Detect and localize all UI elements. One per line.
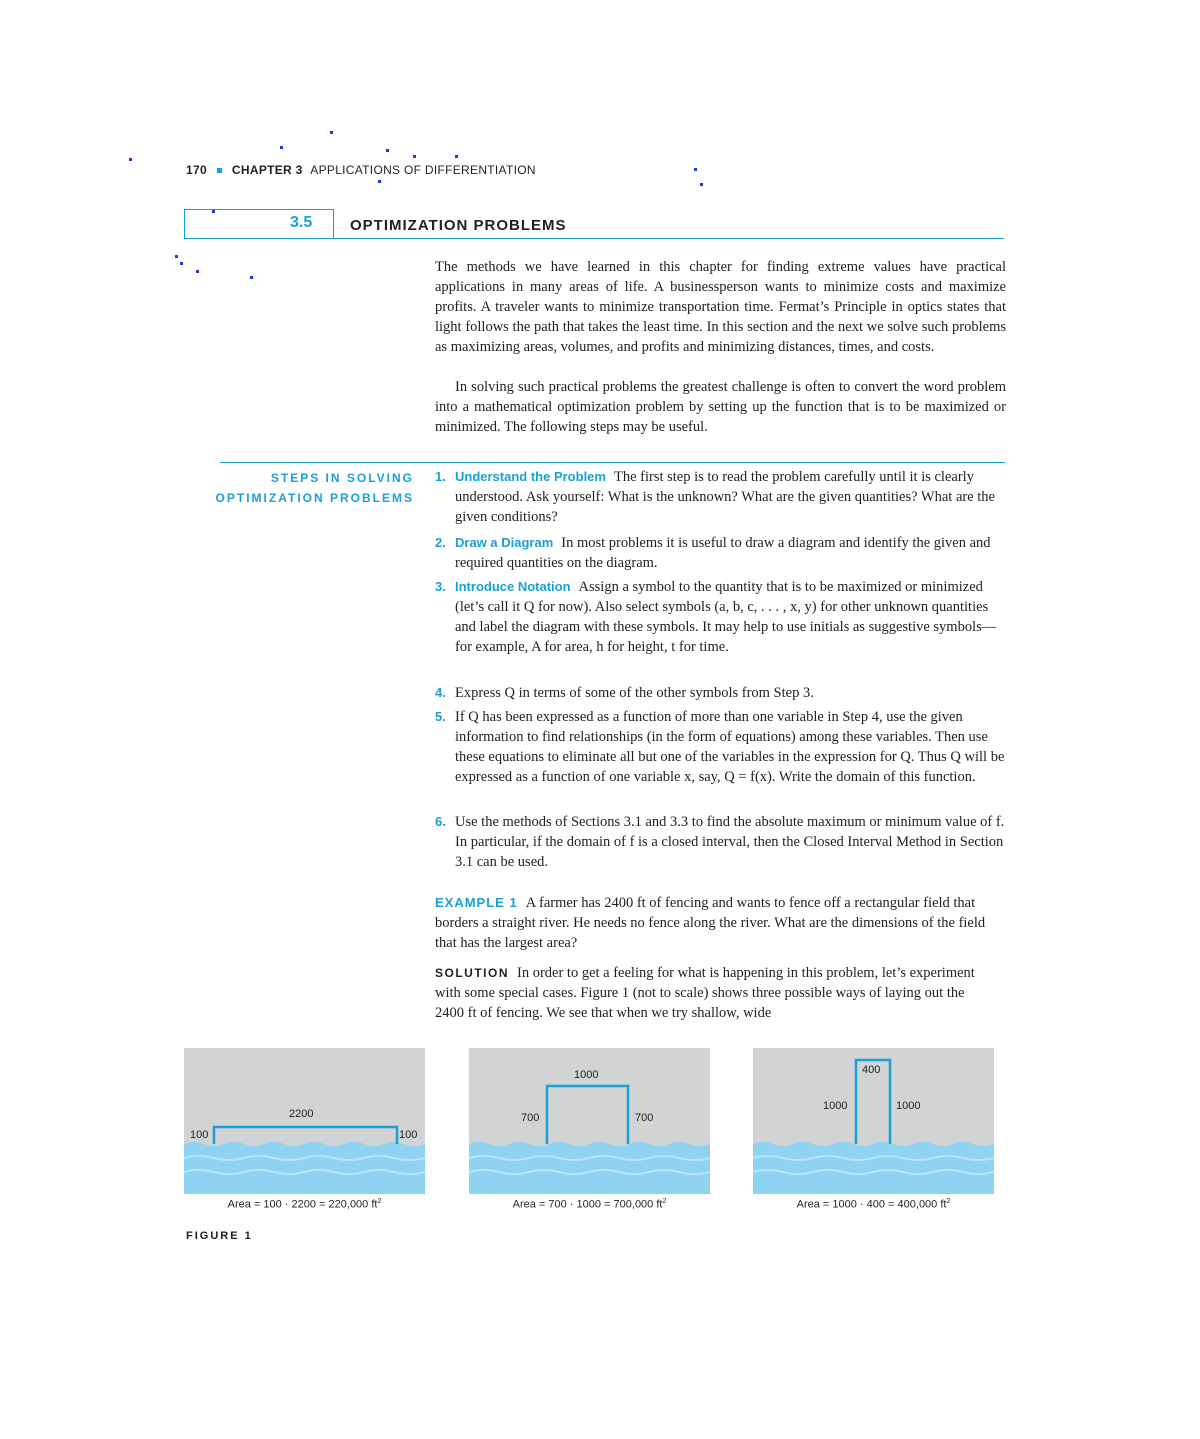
fence-label-right: 700 bbox=[635, 1112, 654, 1124]
fence-label-top: 2200 bbox=[289, 1108, 314, 1120]
header-separator bbox=[217, 168, 222, 173]
step-heading: Introduce Notation bbox=[455, 579, 571, 594]
step-number: 4. bbox=[435, 685, 446, 700]
section-rule bbox=[334, 238, 1004, 239]
steps-label-line2: OPTIMIZATION PROBLEMS bbox=[215, 491, 414, 505]
figure-panel-1 bbox=[184, 1048, 425, 1194]
river bbox=[753, 1142, 994, 1194]
river bbox=[469, 1142, 710, 1194]
example-1 bbox=[435, 893, 995, 953]
scan-dot bbox=[280, 146, 283, 149]
fence-label-right: 100 bbox=[399, 1129, 418, 1141]
caption-exponent: 2 bbox=[946, 1198, 951, 1205]
caption-text: Area = 1000 · 400 = 400,000 ft bbox=[796, 1198, 947, 1211]
scan-dot bbox=[250, 276, 253, 279]
fence-label-top: 400 bbox=[862, 1064, 881, 1076]
step-item bbox=[435, 467, 1006, 527]
step-number: 2. bbox=[435, 535, 446, 550]
figure-caption-2 bbox=[469, 1198, 710, 1211]
caption-text: Area = 100 · 2200 = 220,000 ft bbox=[227, 1198, 378, 1211]
figure-panel-2 bbox=[469, 1048, 710, 1194]
figure-panel-3 bbox=[753, 1048, 994, 1194]
step-number: 3. bbox=[435, 579, 446, 594]
section-number: 3.5 bbox=[290, 214, 313, 231]
scan-dot bbox=[196, 270, 199, 273]
running-header bbox=[186, 163, 536, 177]
step-number: 1. bbox=[435, 469, 446, 484]
steps-rule bbox=[220, 462, 1005, 463]
step-heading: Draw a Diagram bbox=[455, 535, 554, 550]
solution bbox=[435, 963, 995, 1023]
caption-text: Area = 700 · 1000 = 700,000 ft bbox=[512, 1198, 663, 1211]
step-number: 6. bbox=[435, 814, 446, 829]
step-number: 5. bbox=[435, 709, 446, 724]
step-item bbox=[435, 707, 1006, 787]
scan-dot bbox=[378, 180, 381, 183]
scan-dot bbox=[330, 131, 333, 134]
step-item bbox=[435, 533, 1006, 573]
section-title: OPTIMIZATION PROBLEMS bbox=[350, 217, 567, 234]
figure-label: FIGURE 1 bbox=[186, 1230, 253, 1242]
fence bbox=[547, 1086, 628, 1144]
river bbox=[184, 1142, 425, 1194]
scan-dot bbox=[386, 149, 389, 152]
scan-dot bbox=[694, 168, 697, 171]
step-item bbox=[435, 577, 1006, 657]
step-text: Assign a symbol to the quantity that is to be maximized or minimized (let’s call it Q for now). Also select symbols (a, b, c, . . . , x, y) for other unknown quantities and label the diagram with these symbols. It may help to use initials as suggestive symbols—for example, A for area, h for height, t for time. bbox=[455, 579, 997, 655]
step-text: Express Q in terms of some of the other symbols from Step 3. bbox=[455, 685, 814, 701]
figure-panel-1-drawing bbox=[184, 1048, 425, 1194]
solution-text: In order to get a feeling for what is happening in this problem, let’s experiment with some special cases. Figure 1 (not to scale) shows three possible ways of laying out the 2400 ft of fencing. We see that when we try shallow, wide bbox=[435, 965, 975, 1021]
fence-label-right: 1000 bbox=[896, 1100, 921, 1112]
step-item bbox=[435, 812, 1006, 872]
scan-dot bbox=[175, 255, 178, 258]
fence-label-left: 700 bbox=[521, 1112, 540, 1124]
step-text: The first step is to read the problem carefully until it is clearly understood. Ask yourself: What is the unknown? What are the given quantities? What are the given conditions? bbox=[455, 469, 995, 525]
scan-dot bbox=[180, 262, 183, 265]
fence-label-left: 100 bbox=[190, 1129, 209, 1141]
solution-label: SOLUTION bbox=[435, 966, 509, 980]
figure-caption-3 bbox=[753, 1198, 994, 1211]
step-item bbox=[435, 683, 1006, 703]
scan-dot bbox=[129, 158, 132, 161]
page-number: 170 bbox=[186, 163, 207, 177]
caption-exponent: 2 bbox=[377, 1198, 382, 1205]
chapter-title: APPLICATIONS OF DIFFERENTIATION bbox=[310, 163, 536, 177]
figure-caption-1 bbox=[184, 1198, 425, 1211]
example-text: A farmer has 2400 ft of fencing and wants to fence off a rectangular field that borders a straight river. He needs no fence along the river. What are the dimensions of the field that has the largest area? bbox=[435, 895, 986, 951]
step-text: In most problems it is useful to draw a diagram and identify the given and required quantities on the diagram. bbox=[455, 535, 991, 571]
fence-label-top: 1000 bbox=[574, 1069, 599, 1081]
chapter-label: CHAPTER 3 bbox=[231, 163, 303, 177]
fence-label-left: 1000 bbox=[823, 1100, 848, 1112]
steps-sidebar-label bbox=[206, 468, 414, 508]
scan-dot bbox=[455, 155, 458, 158]
step-heading: Understand the Problem bbox=[455, 469, 606, 484]
fence bbox=[214, 1127, 397, 1144]
scan-dot bbox=[700, 183, 703, 186]
intro-paragraph-2: In solving such practical problems the greatest challenge is often to convert the word problem into a mathematical optimization problem by setting up the function that is to be maximized or minimized. The following steps may be useful. bbox=[435, 379, 1006, 435]
step-text: If Q has been expressed as a function of more than one variable in Step 4, use the given information to find relationships (in the form of equations) among these variables. Then use these equations to eliminate all but one of the variables in the expression for Q. Thus Q will be expressed as a function of one variable x, say, Q = f(x). Write the domain of this function. bbox=[455, 709, 1005, 785]
intro-paragraph-1: The methods we have learned in this chapter for finding extreme values have practical applications in many areas of life. A businessperson wants to minimize costs and maximize profits. A traveler wants to minimize transportation time. Fermat’s Principle in optics states that light follows the path that takes the least time. In this section and the next we solve such problems as maximizing areas, volumes, and profits and minimizing distances, times, and costs. bbox=[435, 259, 1006, 355]
step-text: Use the methods of Sections 3.1 and 3.3 to find the absolute maximum or minimum value of f. In particular, if the domain of f is a closed interval, then the Closed Interval Method in Section 3.1 can be used. bbox=[455, 814, 1005, 870]
steps-label-line1: STEPS IN SOLVING bbox=[270, 471, 414, 485]
caption-exponent: 2 bbox=[662, 1198, 667, 1205]
example-label: EXAMPLE 1 bbox=[435, 895, 518, 910]
scan-dot bbox=[413, 155, 416, 158]
